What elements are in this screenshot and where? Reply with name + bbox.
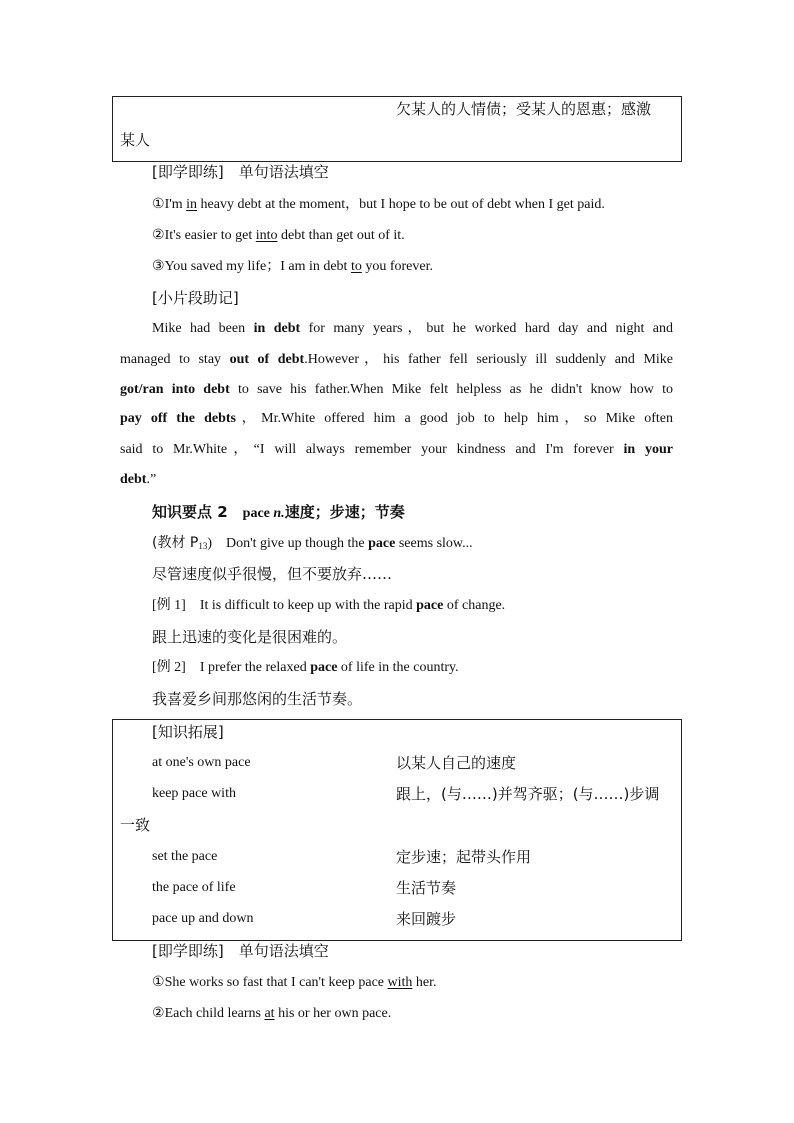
answer-blank: in <box>186 197 198 212</box>
practice2-item-1: ①She works so fast that I can't keep pace with her. <box>152 975 437 990</box>
expansion-phrase: pace up and down <box>152 911 254 926</box>
memory-header: [小片段助记] <box>152 289 239 307</box>
point2-heading: 知识要点 2 pace n.速度；步速；节奏 <box>152 503 405 521</box>
expansion-meaning: 定步速；起带头作用 <box>396 848 532 866</box>
memory-line-4: pay off the debts，Mr.White offered him a good job to help him，so Mike often <box>120 411 673 426</box>
point2-example-2-translation: 我喜爱乡间那悠闲的生活节奏。 <box>152 690 363 708</box>
point2-example-1-translation: 跟上迅速的变化是很困难的。 <box>152 628 348 646</box>
expansion-meaning: 以某人自己的速度 <box>396 754 517 772</box>
box1-line2: 某人 <box>120 131 151 149</box>
practice1-item-3: ③You saved my life；I am in debt to you forever. <box>152 259 433 274</box>
practice2-item-2: ②Each child learns at his or her own pace. <box>152 1006 392 1021</box>
expansion-meaning-continued: 一致 <box>120 816 151 834</box>
expansion-header: [知识拓展] <box>152 723 224 741</box>
answer-blank: into <box>255 228 278 243</box>
point2-textbook-line: (教材 $P_{13}$) Don't give up though the pace seems slow... <box>152 535 473 551</box>
memory-line-1: Mike had been in debt for many years，but he worked hard day and night and <box>152 321 674 336</box>
practice1-header: [即学即练] 单句语法填空 <box>152 163 329 181</box>
memory-line-2: managed to stay out of debt.However，his father fell seriously ill suddenly and Mike <box>120 352 674 367</box>
expansion-phrase: keep pace with <box>152 786 236 801</box>
practice1-item-1: ①I'm in heavy debt at the moment，but I hope to be out of debt when I get paid. <box>152 197 605 212</box>
expansion-meaning: 跟上，(与……)并驾齐驱；(与……)步调 <box>396 785 660 803</box>
memory-line-6: debt.” <box>120 472 157 487</box>
practice2-header: [即学即练] 单句语法填空 <box>152 942 329 960</box>
point2-example-2: [例 2] I prefer the relaxed pace of life in the country. <box>152 660 459 675</box>
answer-blank: to <box>350 259 362 274</box>
box1-line1: 欠某人的人情债；受某人的恩惠；感激 <box>396 100 652 118</box>
expansion-phrase: set the pace <box>152 849 218 864</box>
item-number: ③ <box>152 259 165 274</box>
expansion-phrase: at one's own pace <box>152 755 251 770</box>
item-number: ② <box>152 228 165 243</box>
item-number: ① <box>152 975 165 990</box>
expansion-meaning: 生活节奏 <box>396 879 457 897</box>
item-number: ② <box>152 1006 165 1021</box>
expansion-phrase: the pace of life <box>152 880 236 895</box>
answer-blank: with <box>387 975 413 990</box>
practice1-item-2: ②It's easier to get into debt than get out of it. <box>152 228 405 243</box>
memory-line-3: got/ran into debt to save his father.When Mike felt helpless as he didn't know how to <box>120 382 674 397</box>
point2-textbook-translation: 尽管速度似乎很慢，但不要放弃…… <box>152 565 393 583</box>
expansion-meaning: 来回踱步 <box>396 910 457 928</box>
memory-line-5: said to Mr.White，“I will always remember your kindness and I'm forever in your <box>120 442 673 457</box>
point2-example-1: [例 1] It is difficult to keep up with the rapid pace of change. <box>152 598 506 613</box>
item-number: ① <box>152 197 165 212</box>
answer-blank: at <box>264 1006 275 1021</box>
